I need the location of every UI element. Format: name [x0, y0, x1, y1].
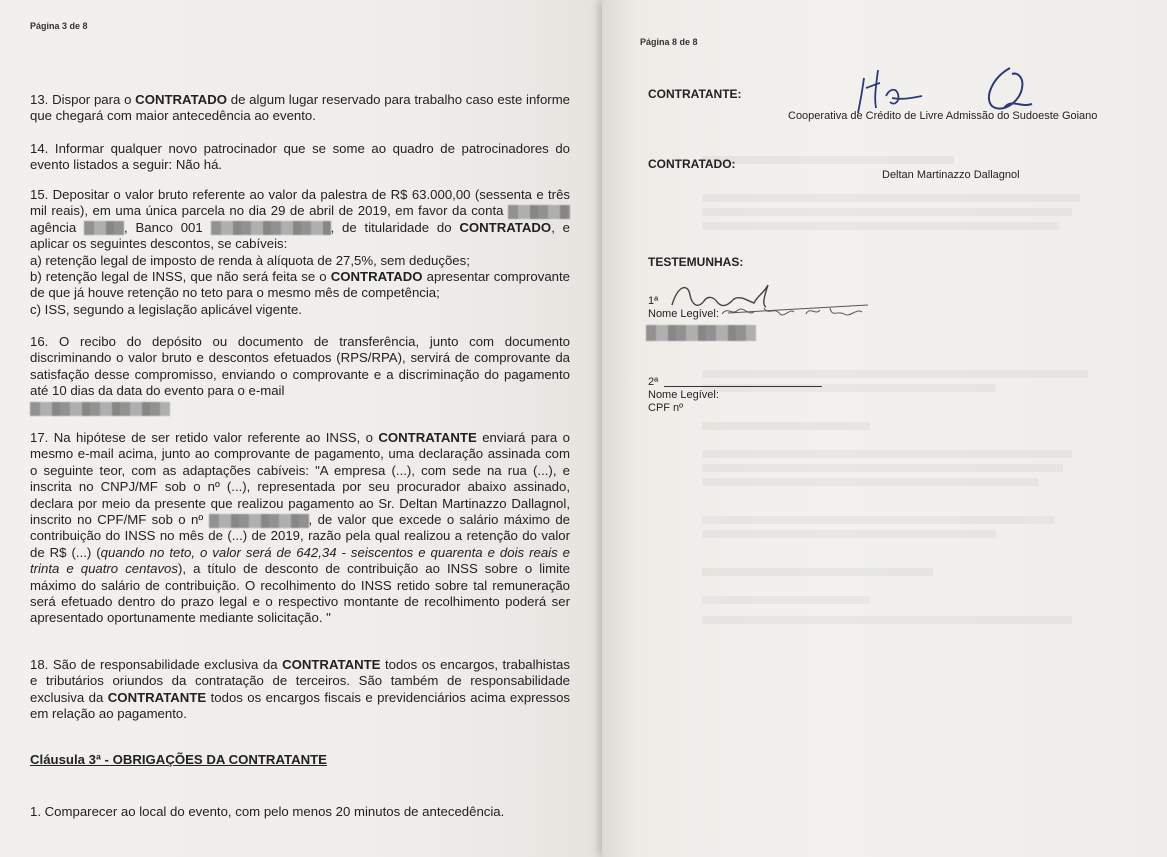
page-header-right: Página 8 de 8	[640, 37, 698, 47]
redacted-email	[30, 402, 170, 416]
right-page	[602, 0, 1167, 857]
redacted-account	[508, 205, 570, 219]
witness-2-name-label: Nome Legível:	[648, 389, 719, 401]
clause-item-1: 1. Comparecer ao local do evento, com pelo menos 20 minutos de antecedência.	[30, 804, 505, 819]
item-13: 13. Dispor para o CONTRATADO de algum lugar reservado para trabalho caso este informe que chegará com maior antecedência ao evento.	[30, 92, 571, 124]
testemunhas-label: TESTEMUNHAS:	[648, 255, 744, 269]
item-17: 17. Na hipótese de ser retido valor referente ao INSS, o CONTRATANTE enviará para o mesmo e-mail acima, junto ao comprovante de pagamento, uma declaração assinada com o seguinte teor, com as adaptações cabíveis: "A empresa (...), com sede na rua (...), e inscrita no CNPJ/MF sob o nº (...), representada por seu procurador abaixo assinado, declara por meio da presente que realizou pagamento ao Sr. Deltan Martinazzo Dallagnol, inscrito no CPF/MF sob o nº , de valor que excede o salário máximo de contribuição do INSS no mês de (...) de 2019, razão pela qual realizou a retenção do valor de R$ (...) (quando no teto, o valor será de 642,34 - seiscentos e quarenta e dois reais e trinta e quatro centavos), a título de desconto de contribuição ao INSS sobre o limite máximo do salário de contribuição. O recolhimento do INSS retido sobre tal remuneração será efetuado dentro do prazo legal e o respectivo montante de recolhimento poderá ser apresentado oportunamente mediante solicitação. "	[30, 430, 571, 626]
contratante-name: Cooperativa de Crédito de Livre Admissão do Sudoeste Goiano	[788, 110, 1098, 122]
witness-2-number: 2ª	[648, 376, 659, 388]
clause-title: Cláusula 3ª - OBRIGAÇÕES DA CONTRATANTE	[30, 752, 327, 767]
redacted-bank-info	[211, 221, 331, 235]
witness-2-cpf-label: CPF nº	[648, 402, 684, 414]
witness-2-signature-line	[664, 386, 822, 387]
bleed-through	[702, 150, 1122, 630]
redacted-witness-1-cpf	[646, 325, 756, 341]
witness-1-handwritten-name	[720, 300, 870, 322]
witness-1-name-label: Nome Legível:	[648, 308, 719, 320]
witness-1-number: 1ª	[648, 295, 659, 307]
page-header-left: Página 3 de 8	[30, 21, 88, 31]
contratado-name: Deltan Martinazzo Dallagnol	[882, 169, 1020, 181]
item-15: 15. Depositar o valor bruto referente ao valor da palestra de R$ 63.000,00 (sessenta e três mil reais), em uma única parcela no dia 29 de abril de 2019, em favor da conta agência , Banco 001 , de titularidade do CONTRATADO, e aplicar os seguintes descontos, se cabíveis: a) retenção legal de imposto de renda à alíquota de 27,5%, sem deduções; b) retenção legal de INSS, que não será feita se o CONTRATADO apresentar comprovante de que já houve retenção no teto para o mesmo mês de competência; c) ISS, segundo a legislação aplicável vigente.	[30, 187, 571, 317]
contratante-label: CONTRATANTE:	[648, 87, 742, 101]
contratado-label: CONTRATADO:	[648, 157, 736, 171]
redacted-cpf	[209, 514, 309, 528]
redacted-agency	[84, 221, 124, 235]
item-14: 14. Informar qualquer novo patrocinador que se some ao quadro de patrocinadores do evento listados a seguir: Não há.	[30, 141, 570, 173]
item-16: 16. O recibo do depósito ou documento de transferência, junto com documento discriminando o valor bruto e descontos efetuados (RPS/RPA), servirá de comprovante da satisfação desse compromisso, enviando o comprovante e a discriminação do pagamento até 10 dias da data do evento para o e-mail	[30, 334, 570, 416]
item-18: 18. São de responsabilidade exclusiva da CONTRATANTE todos os encargos, trabalhistas e tributários oriundos da contratação de terceiros. São também de responsabilidade exclusiva da CONTRATANTE todos os encargos fiscais e previdenciários acima expressos em relação ao pagamento.	[30, 657, 570, 722]
